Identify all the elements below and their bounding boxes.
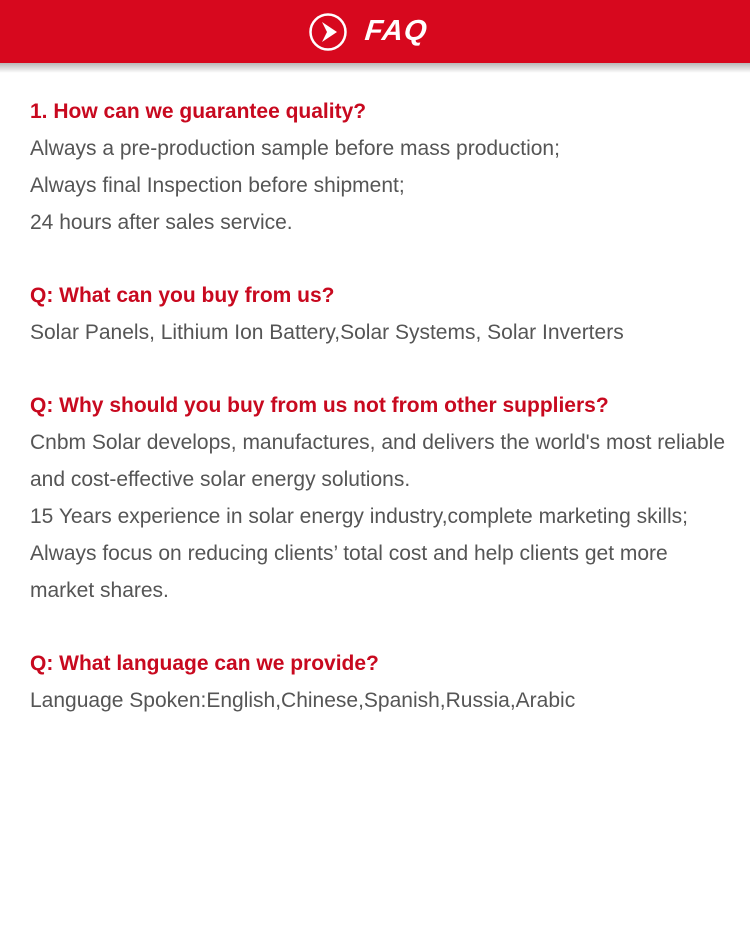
faq-answer-line: Always focus on reducing clients’ total cost and help clients get more market shares. <box>30 542 668 602</box>
faq-answer-line: Always final Inspection before shipment; <box>30 174 405 197</box>
faq-answer-line: 24 hours after sales service. <box>30 211 293 234</box>
faq-answer-line: Cnbm Solar develops, manufactures, and delivers the world's most reliable and cost-effective solar energy solutions. <box>30 431 726 491</box>
faq-answer-line: Always a pre-production sample before mass production; <box>30 137 560 160</box>
faq-question: Q: What language can we provide? <box>30 652 379 675</box>
faq-title: FAQ <box>363 15 430 47</box>
faq-question: Q: What can you buy from us? <box>30 284 335 307</box>
faq-header <box>0 0 750 63</box>
faq-list <box>30 93 730 755</box>
faq-question: 1. How can we guarantee quality? <box>30 100 367 123</box>
faq-item-language <box>30 645 730 719</box>
faq-item-products <box>30 277 730 351</box>
header-shadow <box>0 63 750 73</box>
faq-item-why-us <box>30 387 730 609</box>
faq-question: Q: Why should you buy from us not from other suppliers? <box>30 394 609 417</box>
faq-item-quality <box>30 93 730 241</box>
arrow-right-circle-icon <box>308 12 348 52</box>
faq-answer-line: Solar Panels, Lithium Ion Battery,Solar Systems, Solar Inverters <box>30 321 624 344</box>
faq-answer-line: 15 Years experience in solar energy industry,complete marketing skills; <box>30 505 688 528</box>
faq-answer-line: Language Spoken:English,Chinese,Spanish,Russia,Arabic <box>30 689 576 712</box>
